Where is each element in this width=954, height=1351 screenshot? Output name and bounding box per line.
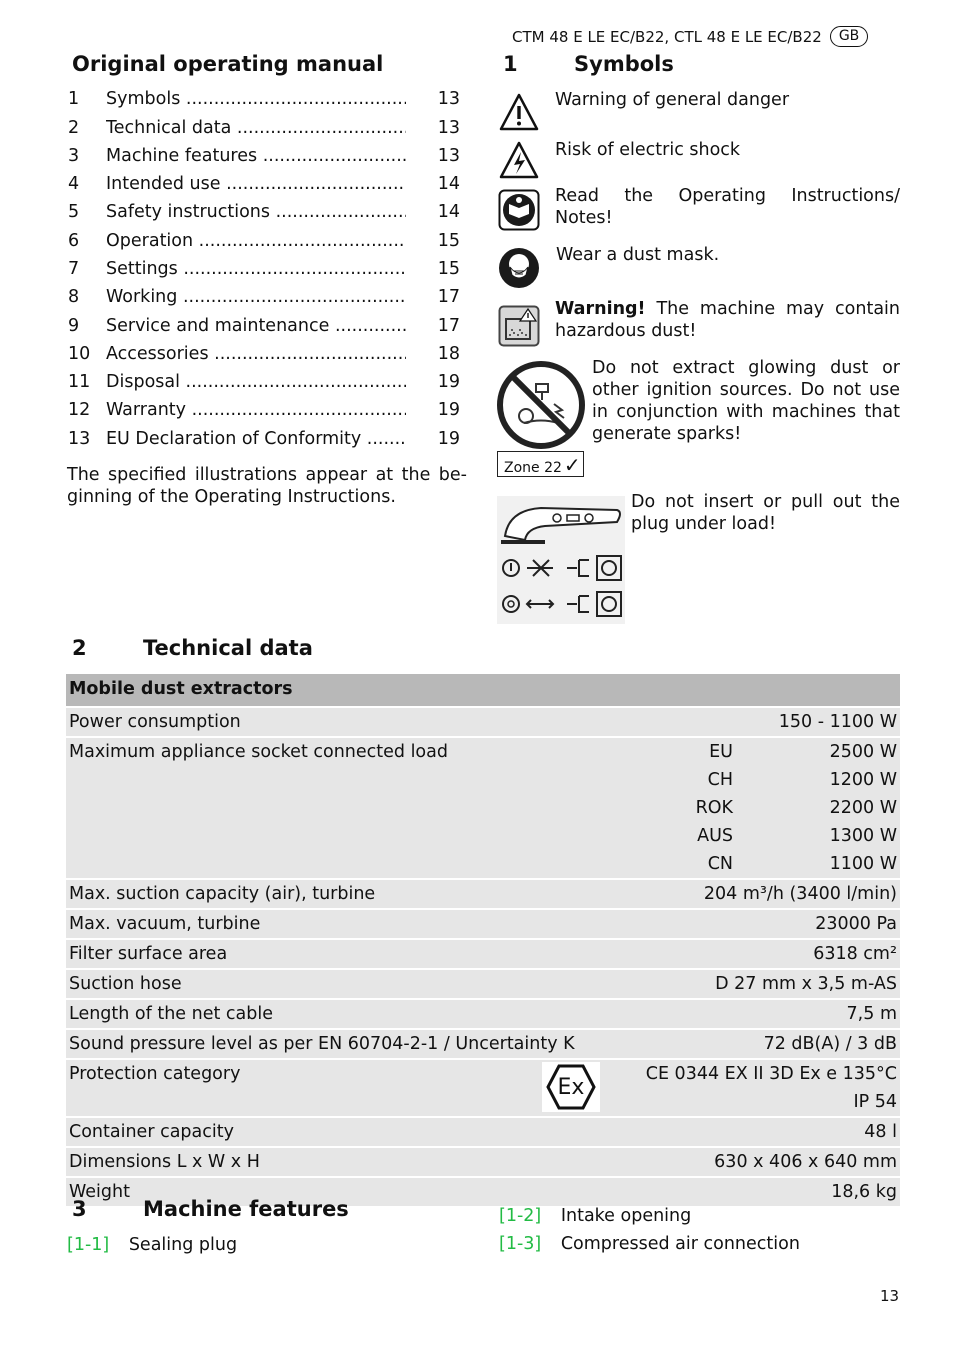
table-row: Protection category Ex CE 0344 EX II 3D Ex e 135°C <box>66 1059 900 1088</box>
plug-under-load-icon <box>497 496 625 624</box>
ex-atex-icon <box>542 1062 600 1112</box>
no-glowing-dust-icon <box>496 360 586 450</box>
toc-item[interactable]: 4 Intended use ..... 14 <box>68 174 460 196</box>
section-2-title: Technical data <box>143 636 313 660</box>
table-row: Length of the net cable 7,5 m <box>66 999 900 1029</box>
table-row: Max. vacuum, turbine 23000 Pa <box>66 909 900 939</box>
toc-item[interactable]: 6 Operation ..... 15 <box>68 231 460 253</box>
technical-data-table <box>66 674 900 1208</box>
section-1-title: Symbols <box>574 52 674 76</box>
zone-22-label: Zone 22 <box>504 460 562 476</box>
table-row: CH 1200 W <box>66 766 900 794</box>
section-3-title: Machine features <box>143 1197 349 1221</box>
page-number: 13 <box>880 1287 900 1305</box>
toc-item[interactable]: 12 Warranty ..... 19 <box>68 400 460 422</box>
toc-item[interactable]: 8 Working ..... 17 <box>68 287 460 309</box>
toc-item[interactable]: 2 Technical data ..... 13 <box>68 118 460 140</box>
toc-item[interactable]: 3 Machine features ..... 13 <box>68 146 460 168</box>
table-row: Maximum appliance socket connected load EU 2500 W <box>66 737 900 766</box>
warning-bold: Warning! <box>555 299 646 319</box>
svg-text:Ex: Ex <box>557 1075 585 1100</box>
symbol-plug-load-text: Do not insert or pull out the plug under load! <box>631 492 900 534</box>
warning-triangle-icon <box>498 92 540 132</box>
toc-item[interactable]: 7 Settings ..... 15 <box>68 259 460 281</box>
document-header <box>512 26 868 47</box>
illustrations-note: The specified illustrations appear at the be-ginning of the Operating Instructions. <box>67 465 467 507</box>
toc-item[interactable]: 5 Safety instructions ..... 14 <box>68 202 460 224</box>
feature-item: [1-2] Intake opening <box>499 1206 692 1226</box>
dust-mask-icon <box>498 247 540 289</box>
zone-22-badge <box>497 451 584 477</box>
table-row: Filter surface area 6318 cm² <box>66 939 900 969</box>
feature-reference: [1-2] <box>499 1206 542 1226</box>
section-3-number: 3 <box>72 1197 87 1221</box>
feature-item: [1-3] Compressed air connection <box>499 1234 800 1254</box>
toc-item[interactable]: 13 EU Declaration of Conformity ..... 19 <box>68 429 460 451</box>
symbol-general-danger-text: Warning of general danger <box>555 90 790 110</box>
toc-item[interactable]: 11 Disposal ..... 19 <box>68 372 460 394</box>
table-header-cell: Mobile dust extractors <box>66 674 900 707</box>
table-row: Max. suction capacity (air), turbine 204 m³/h (3400 l/min) <box>66 879 900 909</box>
read-manual-icon <box>498 189 540 231</box>
manual-title: Original operating manual <box>72 52 384 76</box>
feature-reference: [1-3] <box>499 1234 542 1254</box>
feature-reference: [1-1] <box>67 1235 110 1255</box>
section-2-number: 2 <box>72 636 87 660</box>
toc-item[interactable]: 9 Service and maintenance ..... 17 <box>68 316 460 338</box>
hazardous-dust-icon <box>498 305 540 347</box>
table-row: Sound pressure level as per EN 60704-2-1 / Uncertainty K 72 dB(A) / 3 dB <box>66 1029 900 1059</box>
table-row: CN 1100 W <box>66 850 900 879</box>
table-row: Dimensions L x W x H 630 x 406 x 640 mm <box>66 1147 900 1177</box>
table-row: Suction hose D 27 mm x 3,5 m-AS <box>66 969 900 999</box>
checkmark-icon: ✓ <box>563 453 581 477</box>
language-badge: GB <box>830 26 868 47</box>
model-designation: CTM 48 E LE EC/B22, CTL 48 E LE EC/B22 <box>512 27 822 46</box>
feature-item: [1-1] Sealing plug <box>67 1235 238 1255</box>
symbol-read-instructions-text: Read the Operating Instructions/ Notes! <box>555 186 900 228</box>
table-row: Power consumption 150 - 1100 W <box>66 707 900 737</box>
table-row: ROK 2200 W <box>66 794 900 822</box>
toc-item[interactable]: 10 Accessories ..... 18 <box>68 344 460 366</box>
symbol-dust-mask-text: Wear a dust mask. <box>556 245 720 265</box>
symbol-glowing-dust-text: Do not extract glowing dust or other ignition sources. Do not use in conjunction with machines that generate sparks! <box>592 358 900 444</box>
symbol-electric-shock-text: Risk of electric shock <box>555 140 741 160</box>
section-1-number: 1 <box>503 52 518 76</box>
table-header-row <box>66 674 900 707</box>
toc-item[interactable]: 1 Symbols ..... 13 <box>68 89 460 111</box>
table-row: Weight 18,6 kg <box>66 1177 900 1207</box>
electric-shock-icon <box>498 140 540 180</box>
table-row: IP 54 <box>66 1088 900 1117</box>
table-row: Container capacity 48 l <box>66 1117 900 1147</box>
table-row: AUS 1300 W <box>66 822 900 850</box>
symbol-hazardous-dust-text: Warning! The machine may contain hazardous dust! <box>555 299 900 341</box>
